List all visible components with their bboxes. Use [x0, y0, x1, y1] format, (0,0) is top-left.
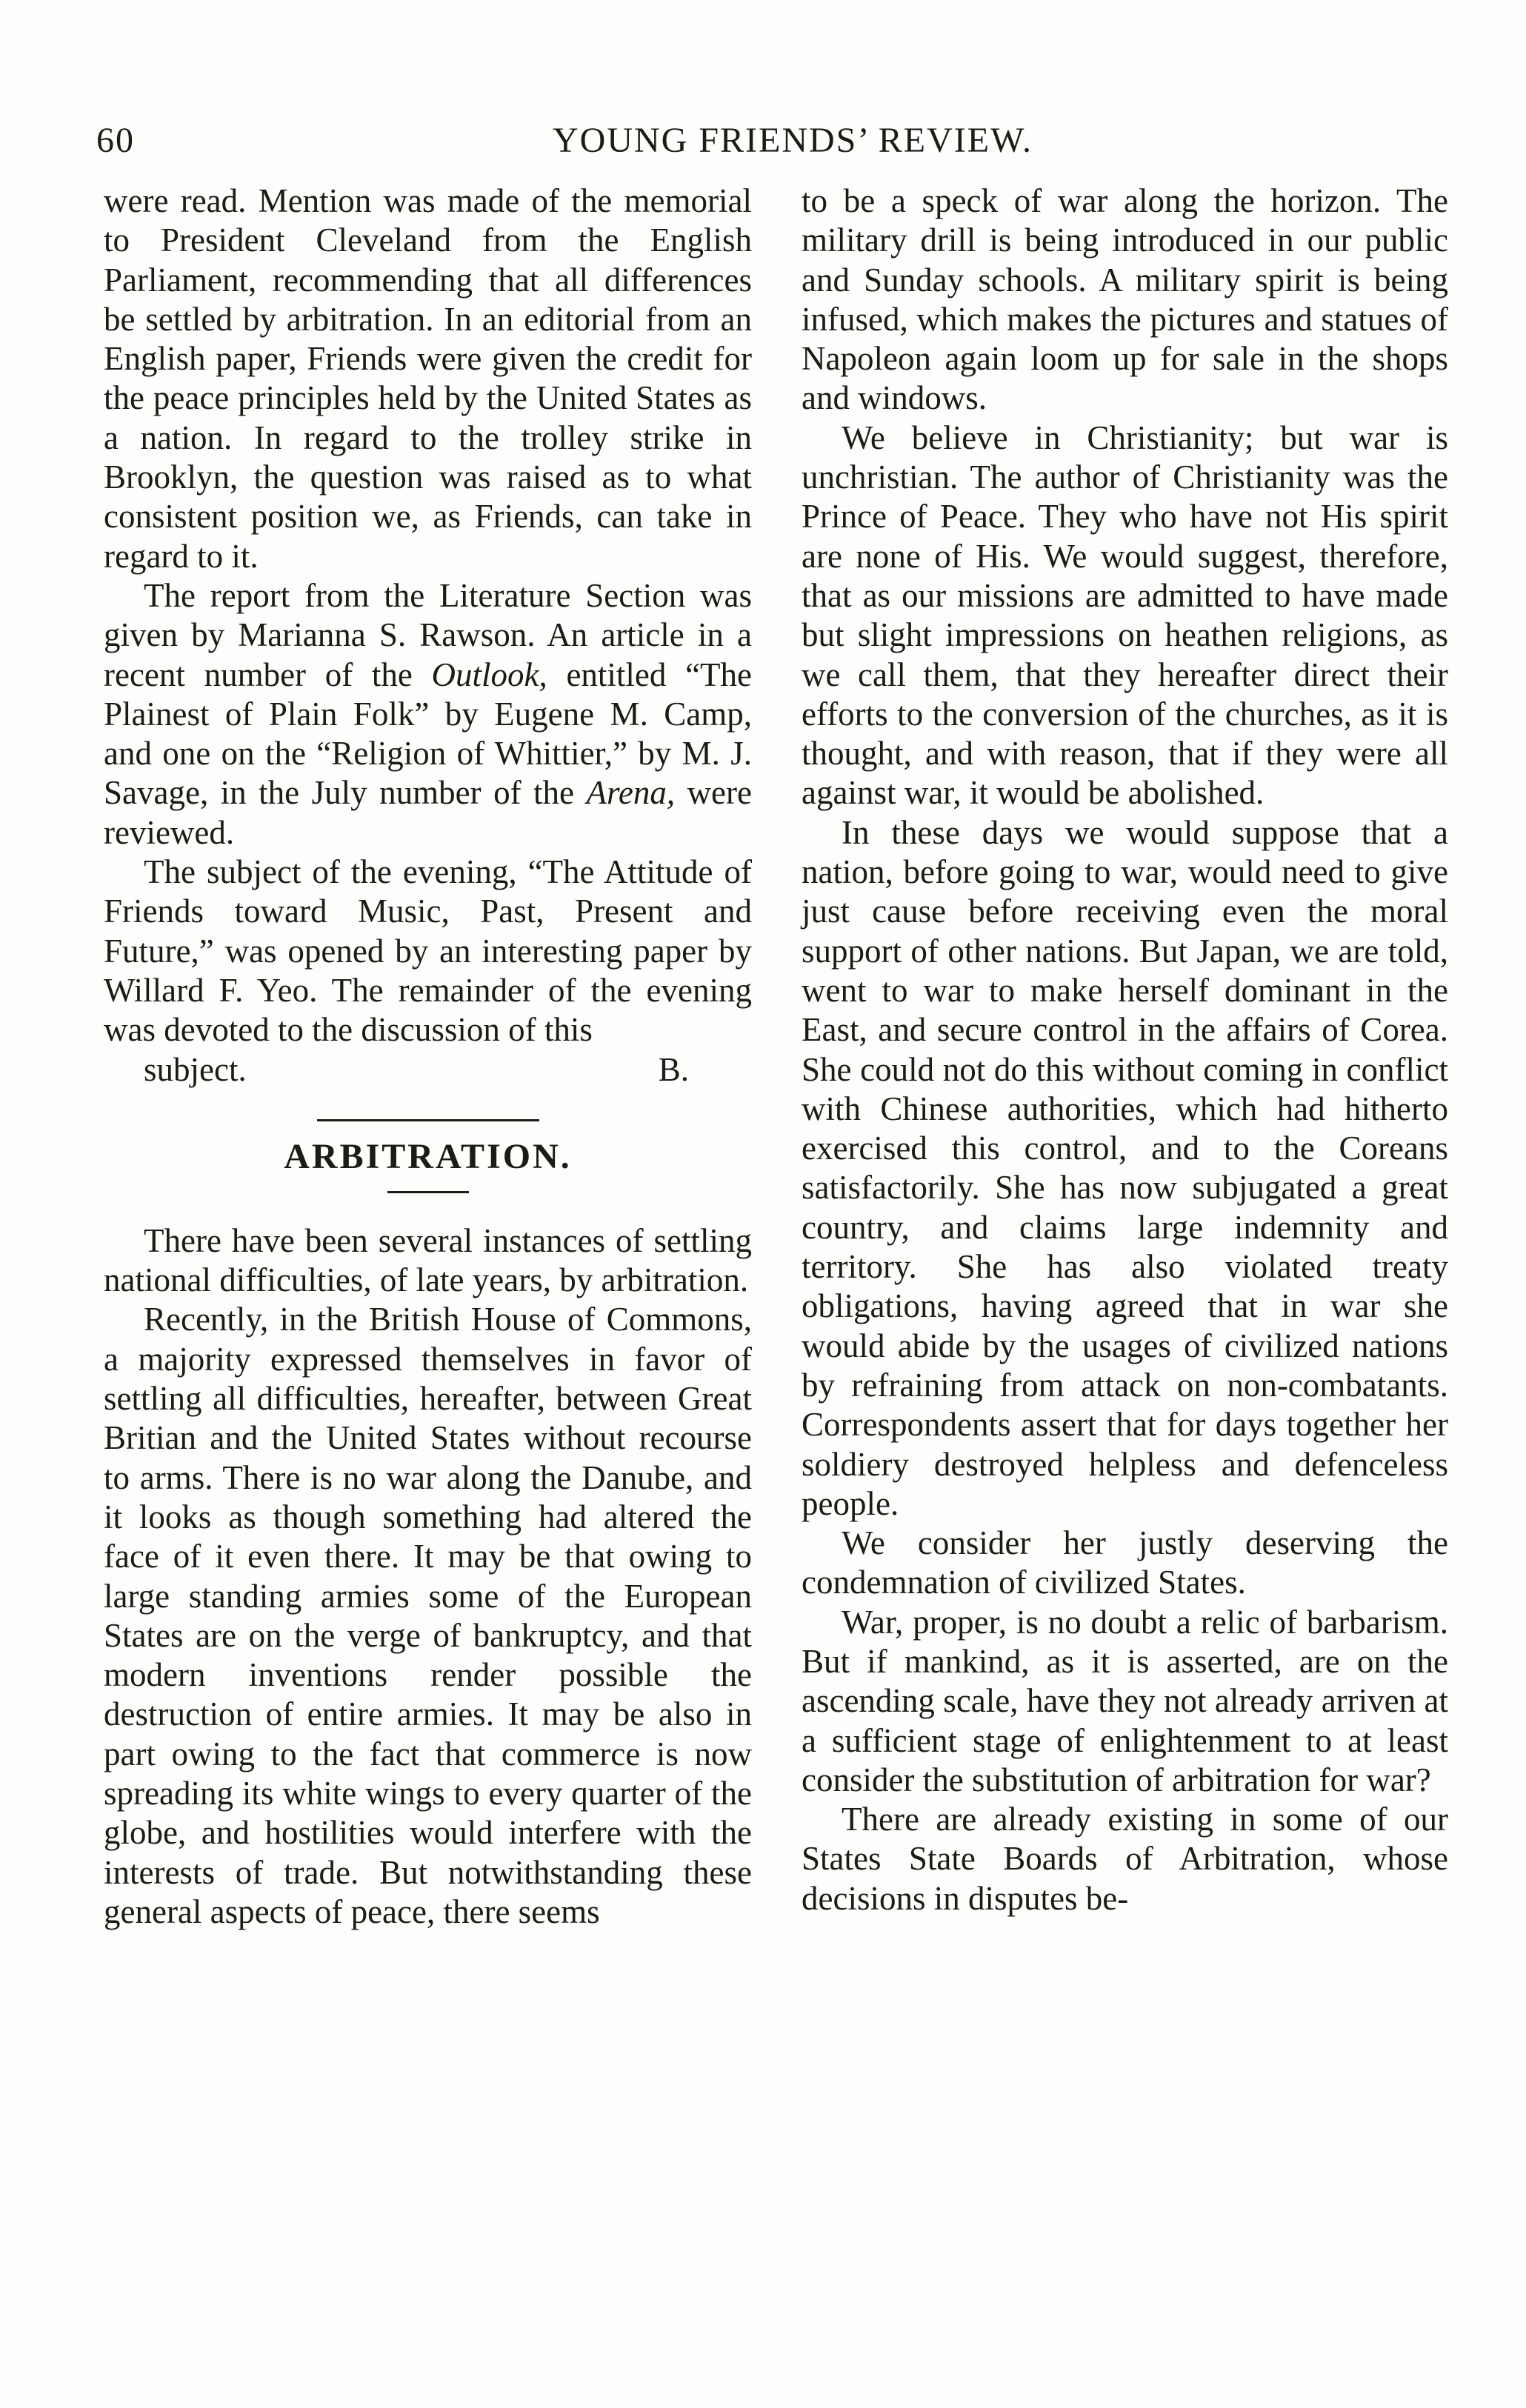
running-title: YOUNG FRIENDS’ REVIEW.: [553, 121, 1033, 160]
paragraph: War, proper, is no doubt a relic of barbarism. But if mankind, as it is asserted, are on the ascending scale, have they not already arriven at a sufficient stage of enlightenment to at least consider the substitution of arbitration for war?: [802, 1603, 1448, 1798]
paragraph: [104, 576, 752, 853]
text-span: were reviewed.: [104, 774, 752, 851]
text-span: The report from the Literature Section was given by Marianna S. Rawson. An article in a recent number of the: [104, 576, 752, 693]
text-span: subject.: [144, 1050, 247, 1088]
running-header: [96, 115, 1489, 167]
paragraph: We consider her justly deserving the condemnation of civilized States.: [802, 1524, 1448, 1601]
section-divider: [317, 1119, 539, 1121]
paragraph: to be a speck of war along the horizon. The military drill is being introduced in our public and Sunday schools. A military spirit is being infused, which makes the pictures and statues of Napoleon again loom up for sale in the shops and windows.: [802, 182, 1448, 417]
paragraph: We believe in Christianity; but war is unchristian. The author of Christianity was the Prince of Peace. They who have not His spirit are none of His. We would suggest, therefore, that as our missions are admitted to have made but slight impressions on heathen religions, as we call them, that they hereafter direct their efforts to the conversion of the churches, as it is thought, and with reason, that if they were all against war, it would be abolished.: [802, 418, 1448, 812]
right-column: [802, 181, 1448, 1918]
signature: B.: [658, 1050, 689, 1088]
left-column: [104, 181, 752, 1932]
section-title: ARBITRATION.: [284, 1136, 572, 1176]
page-number: 60: [96, 121, 135, 160]
paragraph: There have been several instances of settling national difficulties, of late years, by arbitration.: [104, 1221, 752, 1299]
paragraph: were read. Mention was made of the memorial to President Cleveland from the English Parliament, recommending that all differences be settled by arbitration. In an editorial from an English paper, Friends were given the credit for the peace principles held by the United States as a nation. In regard to the trolley strike in Brooklyn, the question was raised as to what consistent position we, as Friends, can take in regard to it.: [104, 182, 752, 575]
periodical-title-outlook: Outlook,: [431, 656, 547, 693]
paragraph-last-line: [104, 1050, 752, 1090]
title-underline: [387, 1191, 469, 1193]
paragraph: There are already existing in some of our States State Boards of Arbitration, whose decisions in disputes be-: [802, 1801, 1448, 1917]
periodical-title-arena: Arena,: [586, 774, 676, 812]
paragraph: Recently, in the British House of Commons, a majority expressed themselves in favor of settling all difficulties, hereafter, between Great Britian and the United States without recourse to arms. There is no war along the Danube, and it looks as though something had altered the face of it even there. It may be that owing to large standing armies some of the European States are on the verge of bankruptcy, and that modern inventions render possible the destruction of entire armies. It may be also in part owing to the fact that commerce is now spreading its white wings to every quarter of the globe, and hostilities would interfere with the interests of trade. But notwithstanding these general aspects of peace, there seems: [104, 1301, 752, 1930]
paragraph: In these days we would suppose that a nation, before going to war, would need to give just cause before receiving even the moral support of other nations. But Japan, we are told, went to war to make herself dominant in the East, and secure control in the affairs of Corea. She could not do this without coming in conflict with Chinese authorities, which had hitherto exercised this control, and to the Coreans satisfactorily. She has now subjugated a great country, and claims large indemnity and territory. She has also violated treaty obligations, having agreed that in war she would abide by the usages of civilized nations by refraining from attack on non-combatants. Correspondents assert that for days together her soldiery destroyed helpless and defenceless people.: [802, 813, 1448, 1522]
paragraph: The subject of the evening, “The Attitude of Friends toward Music, Past, Present and Future,” was opened by an interesting paper by Willard F. Yeo. The remainder of the evening was devoted to the discussion of this: [104, 853, 752, 1049]
text-span: entitled “The Plainest of Plain Folk” by Eugene M. Camp, and one on the “Religion of Whittier,” by M. J. Savage, in the July number of the: [104, 656, 752, 812]
